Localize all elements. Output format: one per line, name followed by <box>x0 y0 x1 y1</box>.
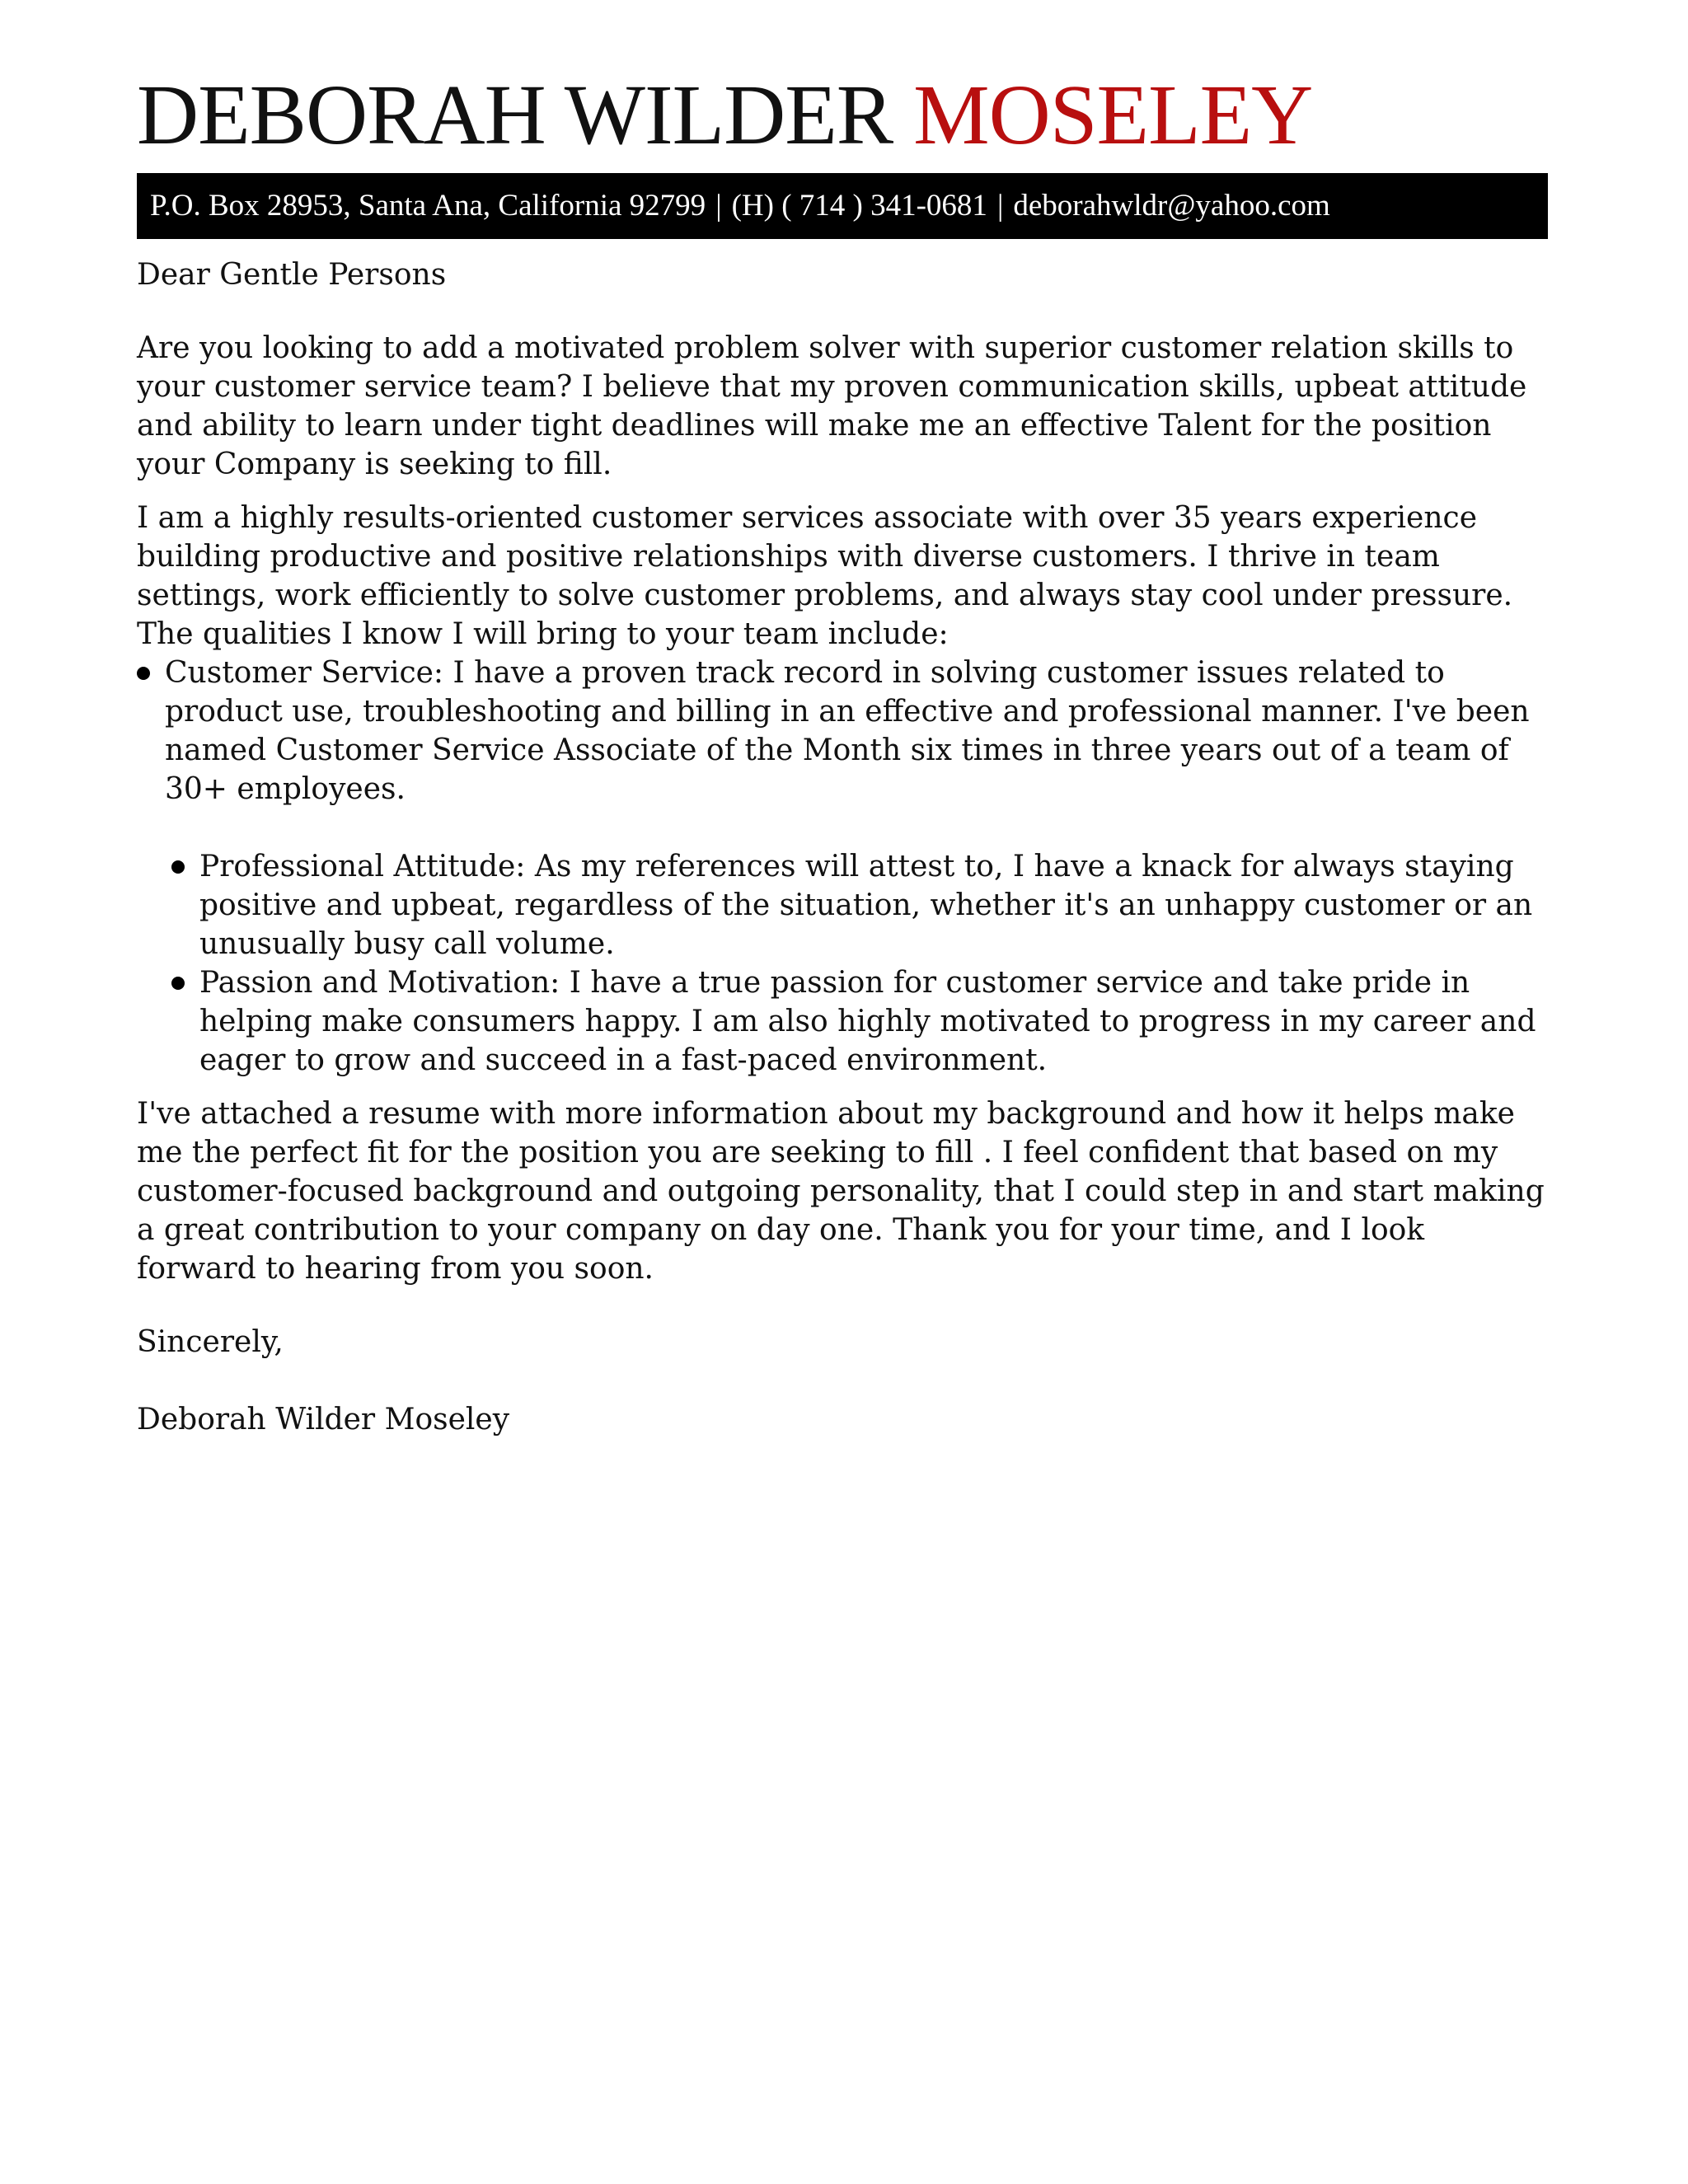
contact-phone: (H) ( 714 ) 341-0681 <box>731 189 987 223</box>
qualities-list-1 <box>137 654 1548 808</box>
contact-address: P.O. Box 28953, Santa Ana, California 92799 <box>150 189 706 223</box>
experience-paragraph: I am a highly results-oriented customer services associate with over 35 years experience building productive and positive relationships with diverse customers. I thrive in team settings, work efficiently to solve customer problems, and always stay cool under pressure. The qualities I know I will bring to your team include: <box>137 501 1513 651</box>
intro-paragraph: Are you looking to add a motivated problem solver with superior customer relation skills to your customer service team? I believe that my proven communication skills, upbeat attitude and ability to learn under tight deadlines will make me an effective Talent for the position your Company is seeking to fill. <box>137 331 1527 481</box>
applicant-last-name: MOSELEY <box>913 68 1313 162</box>
closing-paragraph: I've attached a resume with more information about my background and how it helps make me the perfect fit for the position you are seeking to fill . I feel confident that based on my customer-focused background and outgoing personality, that I could step in and start making a great contribution to your company on day one. Thank you for your time, and I look forward to hearing from you soon. <box>137 1097 1545 1286</box>
signature-name: Deborah Wilder Moseley <box>137 1403 510 1436</box>
closing-line: Sincerely, <box>137 1325 284 1359</box>
contact-info-bar <box>137 173 1548 239</box>
contact-email: deborahwldr@yahoo.com <box>1013 189 1330 223</box>
contact-separator: | <box>996 189 1004 223</box>
applicant-name <box>137 66 1312 165</box>
salutation: Dear Gentle Persons <box>137 258 447 292</box>
applicant-first-middle-name: DEBORAH WILDER <box>137 68 893 162</box>
contact-separator: | <box>715 189 722 223</box>
list-item: Passion and Motivation: I have a true passion for customer service and take pride in helping make consumers happy. I am also highly motivated to progress in my career and eager to grow and succeed in a fast-paced environment. <box>199 963 1548 1080</box>
list-item: Customer Service: I have a proven track record in solving customer issues related to product use, troubleshooting and billing in an effective and professional manner. I've been named Customer Service Associate of the Month six times in three years out of a team of 30+ employees. <box>165 654 1548 808</box>
list-item: Professional Attitude: As my references will attest to, I have a knack for always staying positive and upbeat, regardless of the situation, whether it's an unhappy customer or an unusually busy call volume. <box>199 847 1548 963</box>
letter-body <box>137 255 1548 1439</box>
qualities-list-2 <box>137 847 1548 1080</box>
